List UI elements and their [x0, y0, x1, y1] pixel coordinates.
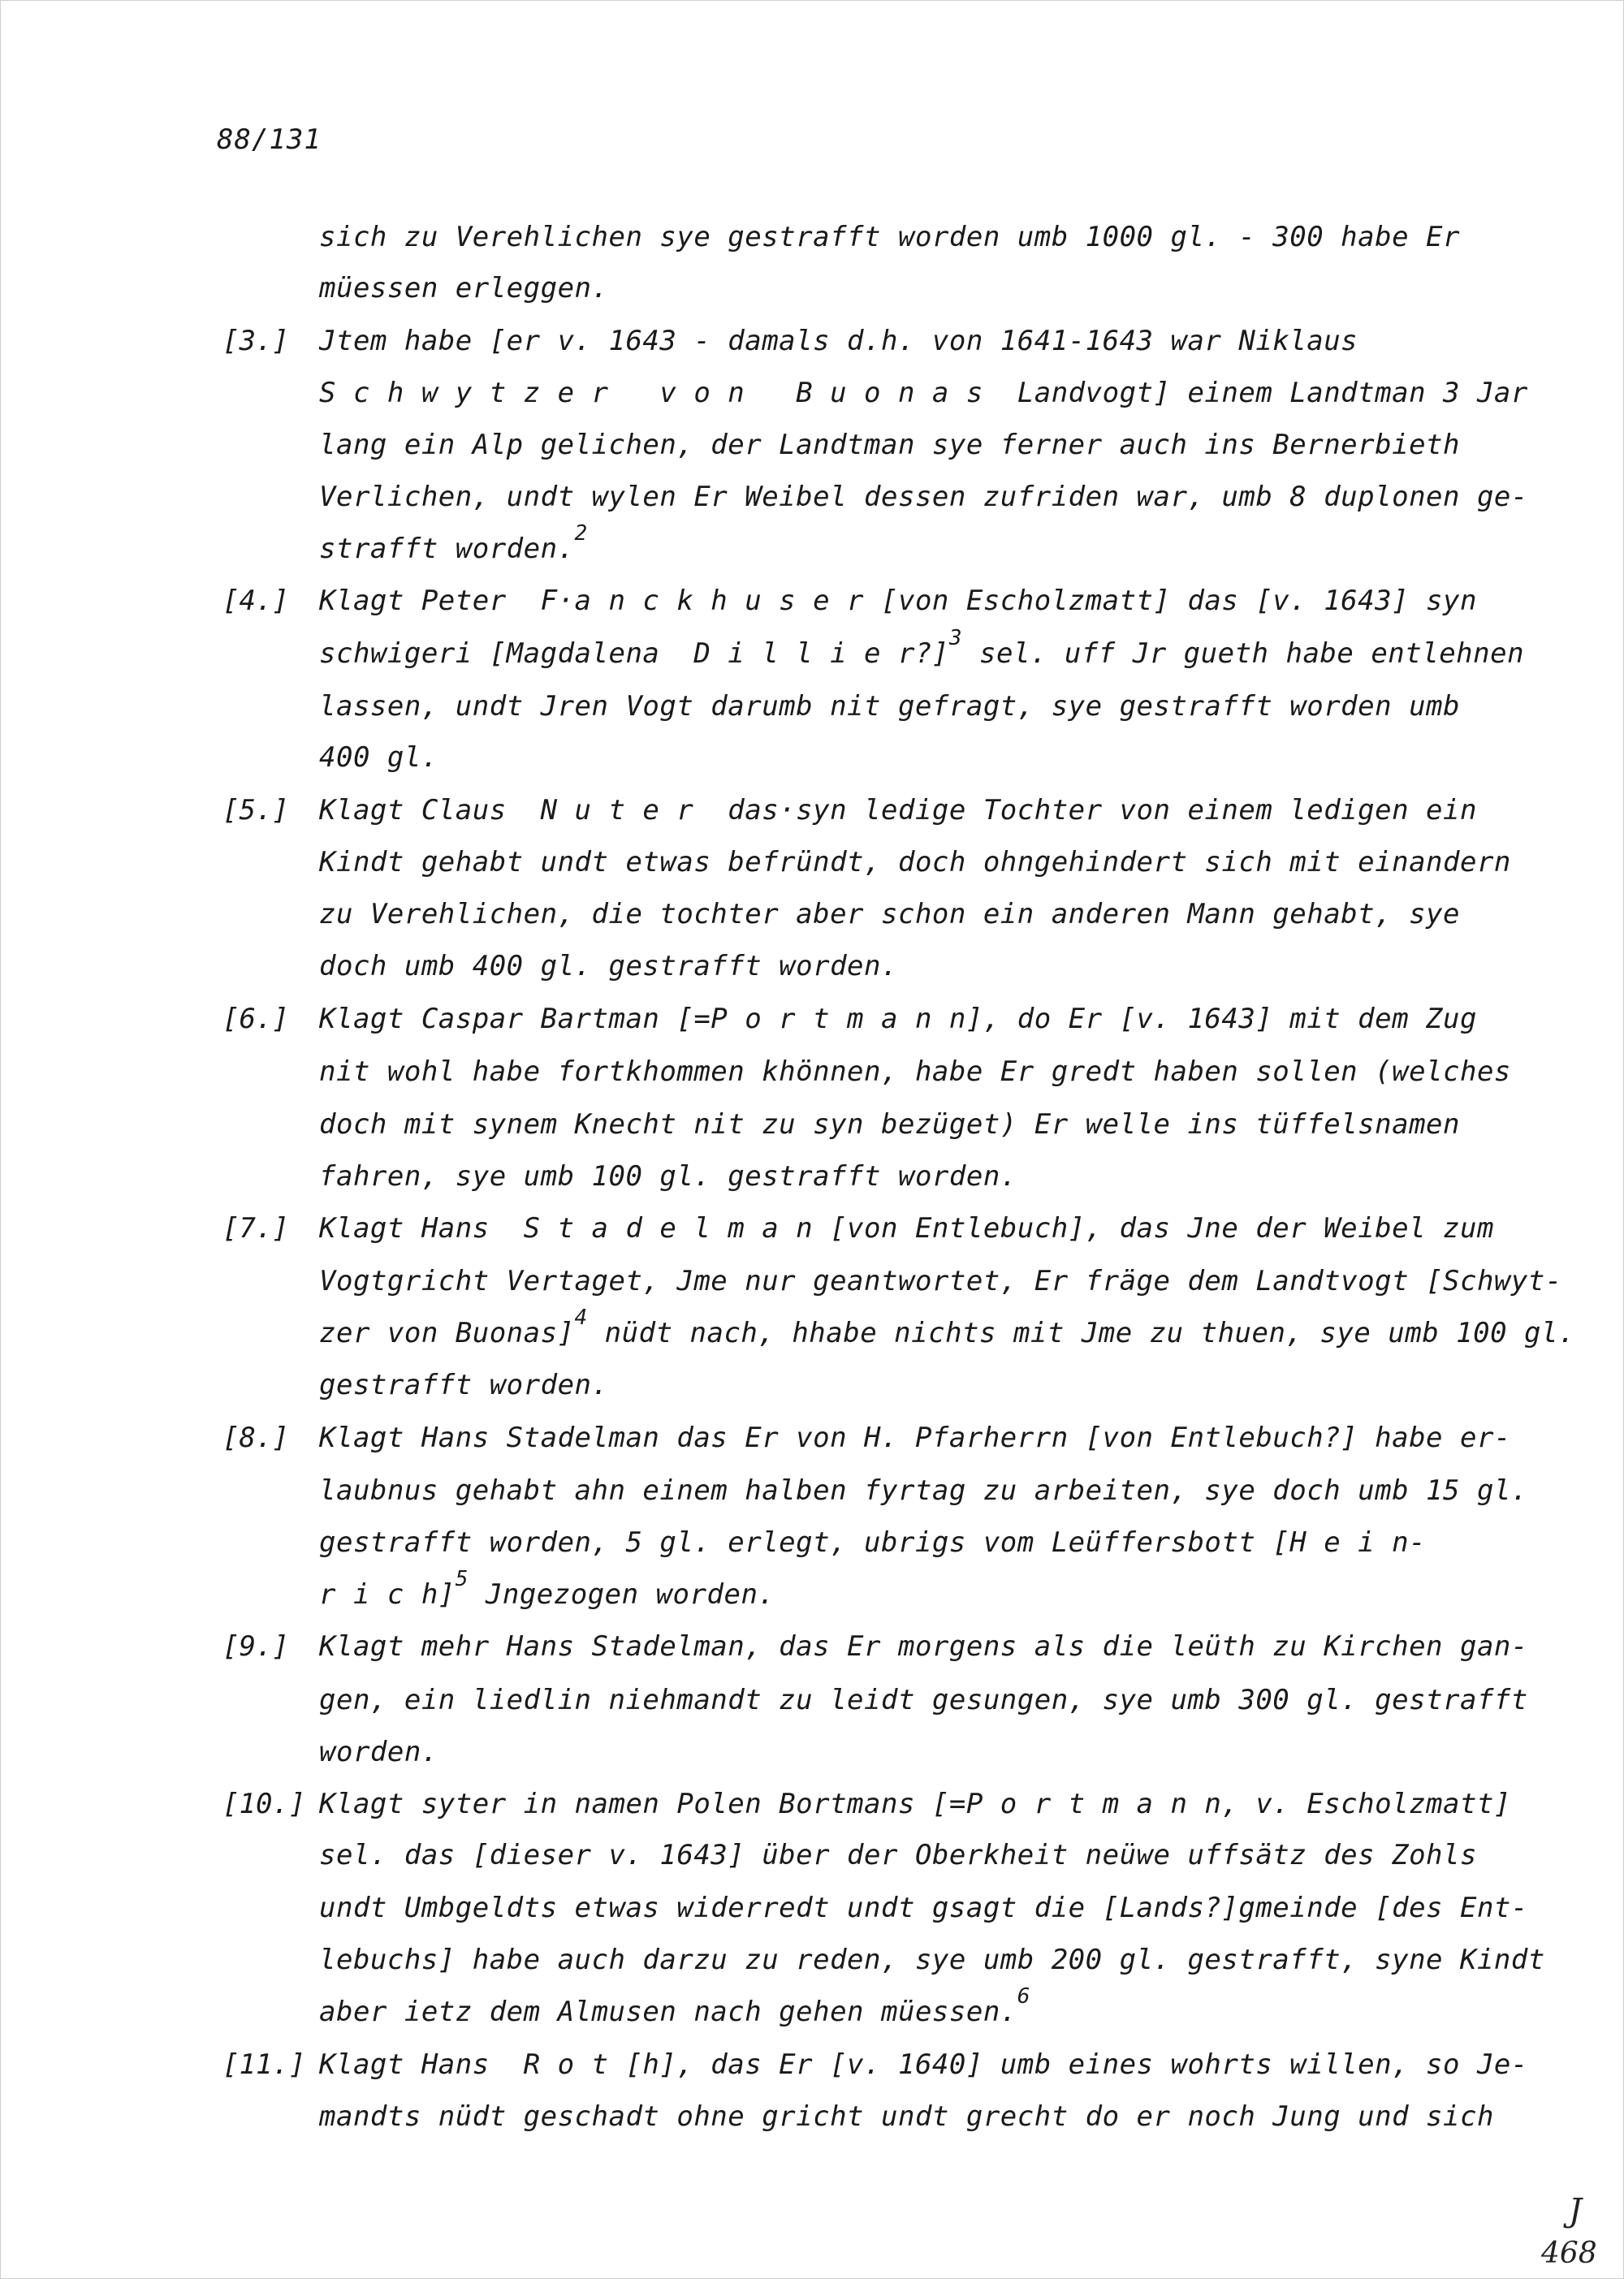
- footnote-marker: 2: [574, 521, 588, 546]
- text-line: [319, 1055, 1511, 1088]
- text-line: [319, 325, 1358, 357]
- entry-number: [8.]: [222, 1422, 289, 1454]
- line-text: Klagt Caspar Bartman [=P o r t m a n n], do Er [v. 1643] mit dem Zug: [319, 1003, 1477, 1035]
- text-line: [319, 794, 1477, 827]
- text-line: [319, 846, 1511, 878]
- text-line: [319, 1684, 1528, 1716]
- line-text: Jtem habe [er v. 1643 - damals d.h. von 1641-1643 war Niklaus: [319, 325, 1358, 357]
- text-line: [319, 1422, 1511, 1454]
- entry-number: [6.]: [222, 1003, 289, 1035]
- text-line: [319, 741, 438, 774]
- line-text: gestrafft worden.: [319, 1369, 609, 1401]
- line-text: Vogtgricht Vertaget, Jme nur geantwortet, Er fräge dem Landtvogt [Schwyt-: [319, 1265, 1562, 1297]
- text-line: [319, 1306, 1575, 1349]
- line-text: undt Umbgeldts etwas widerredt undt gsagt die [Lands?]gmeinde [des Ent-: [319, 1892, 1528, 1924]
- text-line: [319, 1984, 1030, 2028]
- text-line: [319, 481, 1528, 513]
- entry-number: [4.]: [222, 585, 289, 617]
- text-line: [319, 429, 1460, 461]
- line-text: müessen erleggen.: [319, 272, 609, 304]
- line-text: Klagt syter in namen Polen Bortmans [=P o r t m a n n, v. Escholzmatt]: [319, 1788, 1511, 1820]
- line-text: gen, ein liedlin niehmandt zu leidt gesungen, sye umb 300 gl. gestrafft: [319, 1684, 1528, 1716]
- text-line: [319, 898, 1460, 930]
- line-text: lang ein Alp gelichen, der Landtman sye ferner auch ins Bernerbieth: [319, 429, 1460, 461]
- line-text: Klagt Hans Stadelman das Er von H. Pfarherrn [von Entlebuch?] habe er-: [319, 1422, 1511, 1454]
- text-line: [319, 1839, 1477, 1871]
- line-text: schwigeri [Magdalena D i l l i e r?]: [319, 637, 949, 670]
- line-text: mandts nüdt geschadt ohne gricht undt grecht do er noch Jung und sich: [319, 2100, 1494, 2133]
- line-text: laubnus gehabt ahn einem halben fyrtag zu arbeiten, sye doch umb 15 gl.: [319, 1474, 1528, 1507]
- text-line: [319, 690, 1460, 723]
- text-line: [319, 1474, 1528, 1507]
- line-text: Klagt Claus N u t e r das·syn ledige Tochter von einem ledigen ein: [319, 794, 1477, 827]
- line-text: nit wohl habe fortkhommen khönnen, habe Er gredt haben sollen (welches: [319, 1055, 1511, 1088]
- footnote-marker: 5: [455, 1567, 469, 1591]
- handwritten-folio-number: 468: [1541, 2237, 1597, 2270]
- text-line: [319, 1944, 1545, 1976]
- line-text: doch mit synem Knecht nit zu syn bezüget) Er welle ins tüffelsnamen: [319, 1108, 1460, 1141]
- line-text: Klagt mehr Hans Stadelman, das Er morgens als die leüth zu Kirchen gan-: [319, 1630, 1528, 1663]
- text-line: [319, 1108, 1460, 1141]
- text-line: [319, 2048, 1528, 2081]
- line-text-continued: nüdt nach, hhabe nichts mit Jme zu thuen, sye umb 100 gl.: [587, 1317, 1575, 1349]
- text-line: [319, 377, 1528, 409]
- line-text: doch umb 400 gl. gestrafft worden.: [319, 950, 898, 982]
- text-line: [319, 585, 1477, 617]
- line-text: 400 gl.: [319, 741, 438, 774]
- page-number: 88/131: [217, 123, 322, 156]
- line-text: lebuchs] habe auch darzu zu reden, sye umb 200 gl. gestrafft, syne Kindt: [319, 1944, 1545, 1976]
- line-text: strafft worden.: [319, 533, 575, 565]
- text-line: [319, 1526, 1426, 1559]
- line-text: zer von Buonas]: [319, 1317, 575, 1349]
- text-line: [319, 1265, 1562, 1297]
- text-line: [319, 2100, 1494, 2133]
- entry-number: [10.]: [222, 1788, 306, 1820]
- entry-number: [11.]: [222, 2048, 306, 2081]
- text-line: [319, 1788, 1511, 1820]
- line-text: zu Verehlichen, die tochter aber schon ein anderen Mann gehabt, sye: [319, 898, 1460, 930]
- line-text: fahren, sye umb 100 gl. gestrafft worden.: [319, 1160, 1017, 1193]
- text-line: [319, 1003, 1477, 1035]
- entry-number: [9.]: [222, 1630, 289, 1663]
- line-text: Klagt Peter F·a n c k h u s e r [von Escholzmatt] das [v. 1643] syn: [319, 585, 1477, 617]
- line-text: sich zu Verehlichen sye gestrafft worden umb 1000 gl. - 300 habe Er: [319, 221, 1460, 253]
- text-line: [319, 626, 1525, 670]
- line-text: Kindt gehabt undt etwas befründt, doch ohngehindert sich mit einandern: [319, 846, 1511, 878]
- line-text: gestrafft worden, 5 gl. erlegt, ubrigs vom Leüffersbott [H e i n-: [319, 1526, 1427, 1559]
- line-text: sel. das [dieser v. 1643] über der Oberkheit neüwe uffsätz des Zohls: [319, 1839, 1477, 1871]
- text-line: [319, 1212, 1494, 1245]
- text-line: [319, 1369, 609, 1401]
- text-line: [319, 272, 609, 304]
- text-line: [319, 1567, 775, 1611]
- line-text: Klagt Hans R o t [h], das Er [v. 1640] umb eines wohrts willen, so Je-: [319, 2048, 1528, 2081]
- text-line: [319, 1892, 1528, 1924]
- line-text: r i c h]: [319, 1578, 456, 1611]
- line-text-continued: Jngezogen worden.: [468, 1578, 775, 1611]
- text-line: [319, 950, 898, 982]
- line-text: Klagt Hans S t a d e l m a n [von Entlebuch], das Jne der Weibel zum: [319, 1212, 1494, 1245]
- text-line: [319, 221, 1460, 253]
- text-line: [319, 1160, 1017, 1193]
- entry-number: [3.]: [222, 325, 289, 357]
- text-line: [319, 1630, 1528, 1663]
- entry-number: [7.]: [222, 1212, 289, 1245]
- handwritten-mark: J: [1569, 2192, 1583, 2229]
- entry-number: [5.]: [222, 794, 289, 827]
- footnote-marker: 4: [574, 1306, 588, 1330]
- line-text: Verlichen, undt wylen Er Weibel dessen zufriden war, umb 8 duplonen ge-: [319, 481, 1528, 513]
- line-text: worden.: [319, 1736, 438, 1768]
- text-line: [319, 1736, 438, 1768]
- footnote-marker: 6: [1017, 1984, 1030, 2009]
- line-text: aber ietz dem Almusen nach gehen müessen.: [319, 1996, 1017, 2028]
- line-text: S c h w y t z e r v o n B u o n a s Landvogt] einem Landtman 3 Jar: [319, 377, 1528, 409]
- line-text: lassen, undt Jren Vogt darumb nit gefragt, sye gestrafft worden umb: [319, 690, 1460, 723]
- footnote-marker: 3: [948, 626, 963, 650]
- text-line: [319, 521, 588, 565]
- line-text-continued: sel. uff Jr gueth habe entlehnen: [962, 637, 1525, 670]
